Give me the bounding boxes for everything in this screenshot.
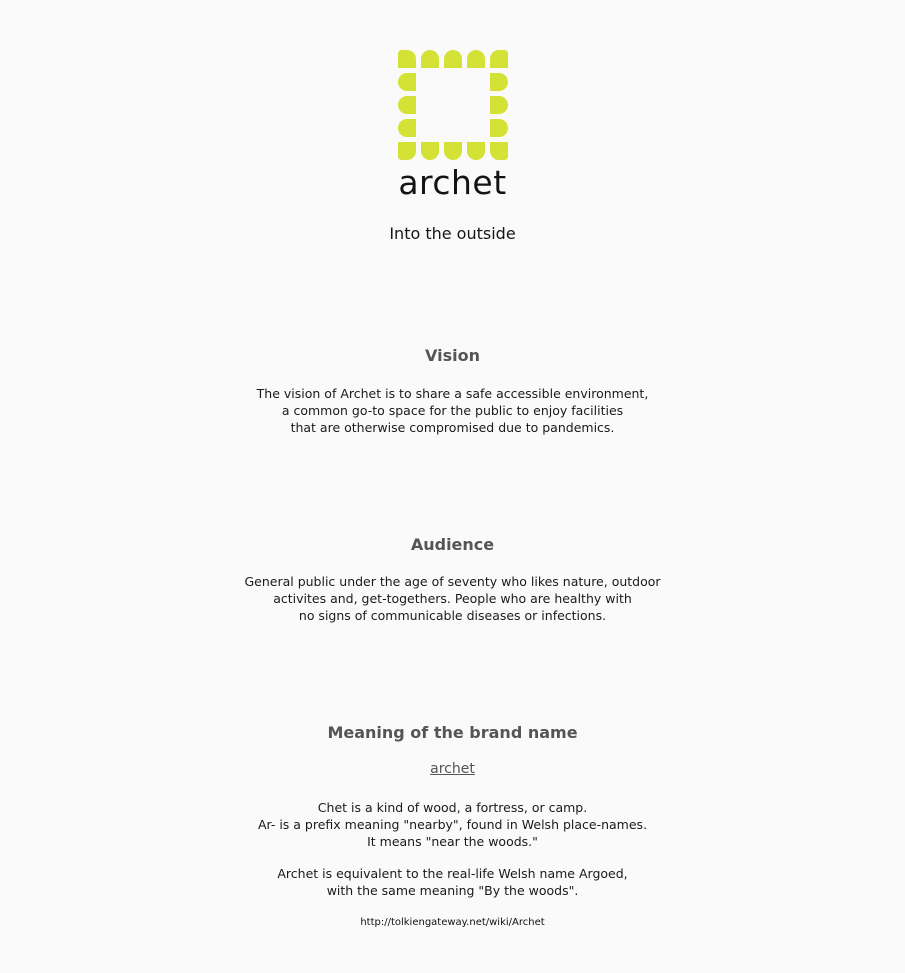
- archet-logo-icon: [398, 50, 508, 162]
- logo-tile: [490, 73, 508, 91]
- audience-line: no signs of communicable diseases or infections.: [298, 608, 607, 623]
- archet-link[interactable]: archet: [430, 761, 475, 777]
- logo-tile: [490, 119, 508, 137]
- vision-line: that are otherwise compromised due to pandemics.: [290, 420, 615, 435]
- logo-tile: [421, 50, 439, 68]
- logo-tile: [490, 96, 508, 114]
- meaning-text: [0, 799, 905, 850]
- logo-tile: [490, 142, 508, 160]
- meaning-line: Chet is a kind of wood, a fortress, or camp.: [317, 800, 588, 815]
- meaning-line: with the same meaning "By the woods".: [326, 883, 579, 898]
- archet-link-wrap: [0, 761, 905, 777]
- logo-tile: [398, 142, 416, 160]
- audience-line: activites and, get-togethers. People who are healthy with: [273, 591, 632, 606]
- logo-tile: [398, 50, 416, 68]
- audience-title: Audience: [410, 535, 495, 554]
- vision-text: [0, 385, 905, 436]
- logo-tile: [421, 142, 439, 160]
- meaning-line: It means "near the woods.": [367, 834, 538, 849]
- logo-tile: [444, 142, 462, 160]
- logo-tile: [398, 119, 416, 137]
- logo-tile: [490, 50, 508, 68]
- meaning-text-2: [0, 865, 905, 899]
- logo-wrap: [0, 50, 905, 162]
- audience-text: [0, 573, 905, 624]
- audience-line: General public under the age of seventy who likes nature, outdoor: [244, 574, 661, 589]
- logo-tile: [444, 50, 462, 68]
- source-url: http://tolkiengateway.net/wiki/Archet: [360, 917, 545, 928]
- meaning-title: Meaning of the brand name: [327, 723, 578, 742]
- meaning-line: Ar- is a prefix meaning "nearby", found in Welsh place-names.: [257, 817, 648, 832]
- meaning-line: Archet is equivalent to the real-life Welsh name Argoed,: [277, 866, 628, 881]
- vision-line: The vision of Archet is to share a safe accessible environment,: [256, 386, 649, 401]
- logo-tile: [398, 73, 416, 91]
- vision-line: a common go-to space for the public to enjoy facilities: [281, 403, 624, 418]
- logo-tile: [467, 142, 485, 160]
- logo-tile: [467, 50, 485, 68]
- vision-title: Vision: [425, 346, 480, 365]
- tagline: Into the outside: [389, 224, 516, 243]
- brand-name: archet: [398, 163, 507, 202]
- logo-tile: [398, 96, 416, 114]
